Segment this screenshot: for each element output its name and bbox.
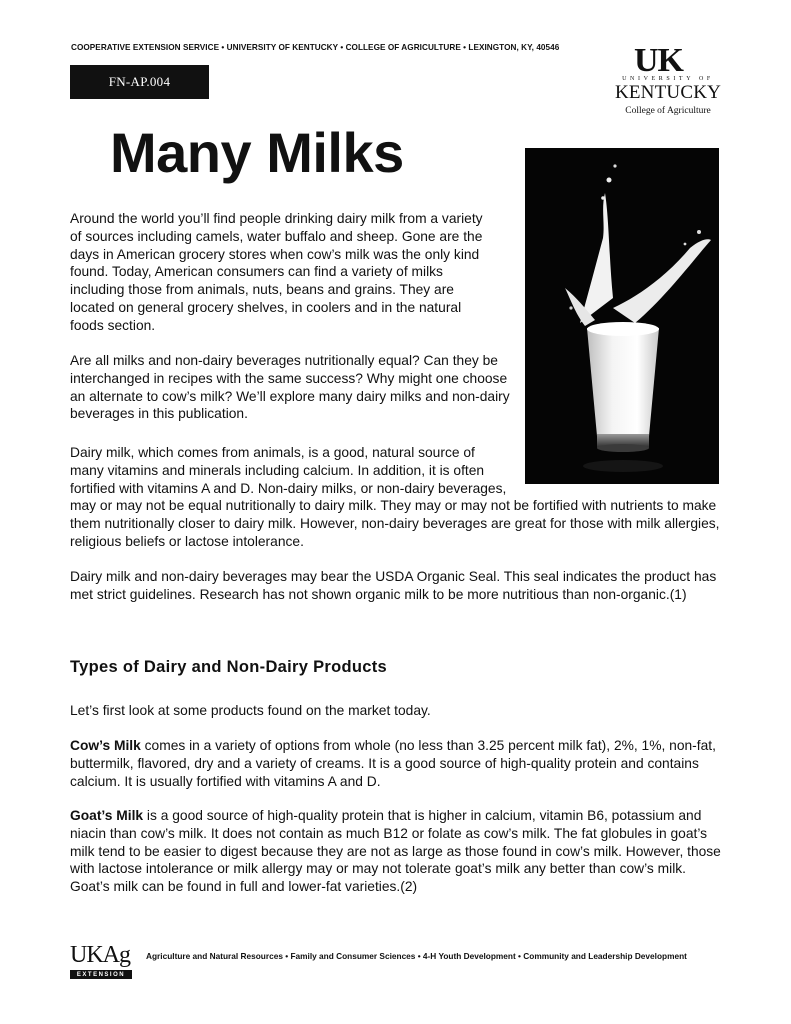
cows-milk-term: Cow’s Milk xyxy=(70,738,141,753)
footer-programs: Agriculture and Natural Resources • Family and Consumer Sciences • 4-H Youth Development • Community and Leadership Development xyxy=(146,951,687,961)
cows-milk-paragraph xyxy=(70,737,725,790)
photo-wrap-gap xyxy=(508,444,720,496)
dairy-milk-text: Dairy milk, which comes from animals, is a good, natural source of many vitamins and minerals including calcium. In addition, it is often fortified with vitamins A and D. Non-dairy milks, or non-dairy beverages, may or may not be equal nutritionally to dairy milk. They may or may not be fortified with nutrients to make them nutritionally closer to dairy milk. However, non-dairy beverages are great for those with milk allergies, religious beliefs or lactose intolerance. xyxy=(70,445,720,549)
dairy-milk-paragraph xyxy=(70,444,720,551)
cows-milk-text: comes in a variety of options from whole (no less than 3.25 percent milk fat), 2%, 1%, non-fat, buttermilk, flavored, dry and a variety of creams. It is a good source of high-quality protein and contains calcium. It is usually fortified with vitamins A and D. xyxy=(70,738,716,789)
milk-splash-illustration xyxy=(525,148,719,484)
uk-logo-university: UNIVERSITY OF xyxy=(622,76,714,82)
goats-milk-text: is a good source of high-quality protein that is higher in calcium, vitamin B6, potassium and niacin than cow’s milk. It does not contain as much B12 or folate as cow’s milk. The fat globules in goat’s milk tend to be easier to digest because they are not as large as those found in cow’s milk. However, those with lactose intolerance or milk allergy may or may not tolerate goat’s milk any better than cow’s milk. Goat’s milk can be found in full and lower-fat varieties.(2) xyxy=(70,808,721,895)
ukag-logo-text: UKAg xyxy=(70,942,130,968)
uk-logo-state: KENTUCKY xyxy=(614,82,722,103)
page-title: Many Milks xyxy=(110,121,404,184)
section-heading-types: Types of Dairy and Non-Dairy Products xyxy=(70,658,388,676)
milk-glass-photo xyxy=(525,148,719,484)
goats-milk-term: Goat’s Milk xyxy=(70,808,144,823)
extension-logo-bar: EXTENSION xyxy=(70,970,132,979)
first-look-paragraph: Let’s first look at some products found on the market today. xyxy=(70,703,431,718)
uk-college-logo xyxy=(612,44,724,120)
uk-logo-mark: UK xyxy=(634,42,683,79)
organic-paragraph: Dairy milk and non-dairy beverages may bear the USDA Organic Seal. This seal indicates the product has met strict guidelines. Research has not shown organic milk to be more nutritious than non-organic.(1) xyxy=(70,569,717,602)
intro-paragraph-1: Around the world you’ll find people drinking dairy milk from a variety of sources including camels, water buffalo and sheep. Gone are the days in American grocery stores when cow’s milk was the only kind found. Today, American consumers can find a variety of milks including those from animals, nuts, beans and grains. They are located on general grocery shelves, in coolers and in the natural foods section. xyxy=(70,211,483,333)
header-topline: COOPERATIVE EXTENSION SERVICE • UNIVERSITY OF KENTUCKY • COLLEGE OF AGRICULTURE • LEXINGTON, KY, 40546 xyxy=(71,43,560,52)
intro-paragraph-2: Are all milks and non-dairy beverages nutritionally equal? Can they be interchanged in recipes with the same success? Why might one choose an alternate to cow’s milk? We’ll explore many dairy milks and non-dairy beverages in this publication. xyxy=(70,353,510,422)
ukag-extension-logo xyxy=(70,942,136,982)
goats-milk-paragraph xyxy=(70,807,725,896)
publication-code: FN-AP.004 xyxy=(70,65,209,99)
uk-logo-college: College of Agriculture xyxy=(625,106,711,116)
